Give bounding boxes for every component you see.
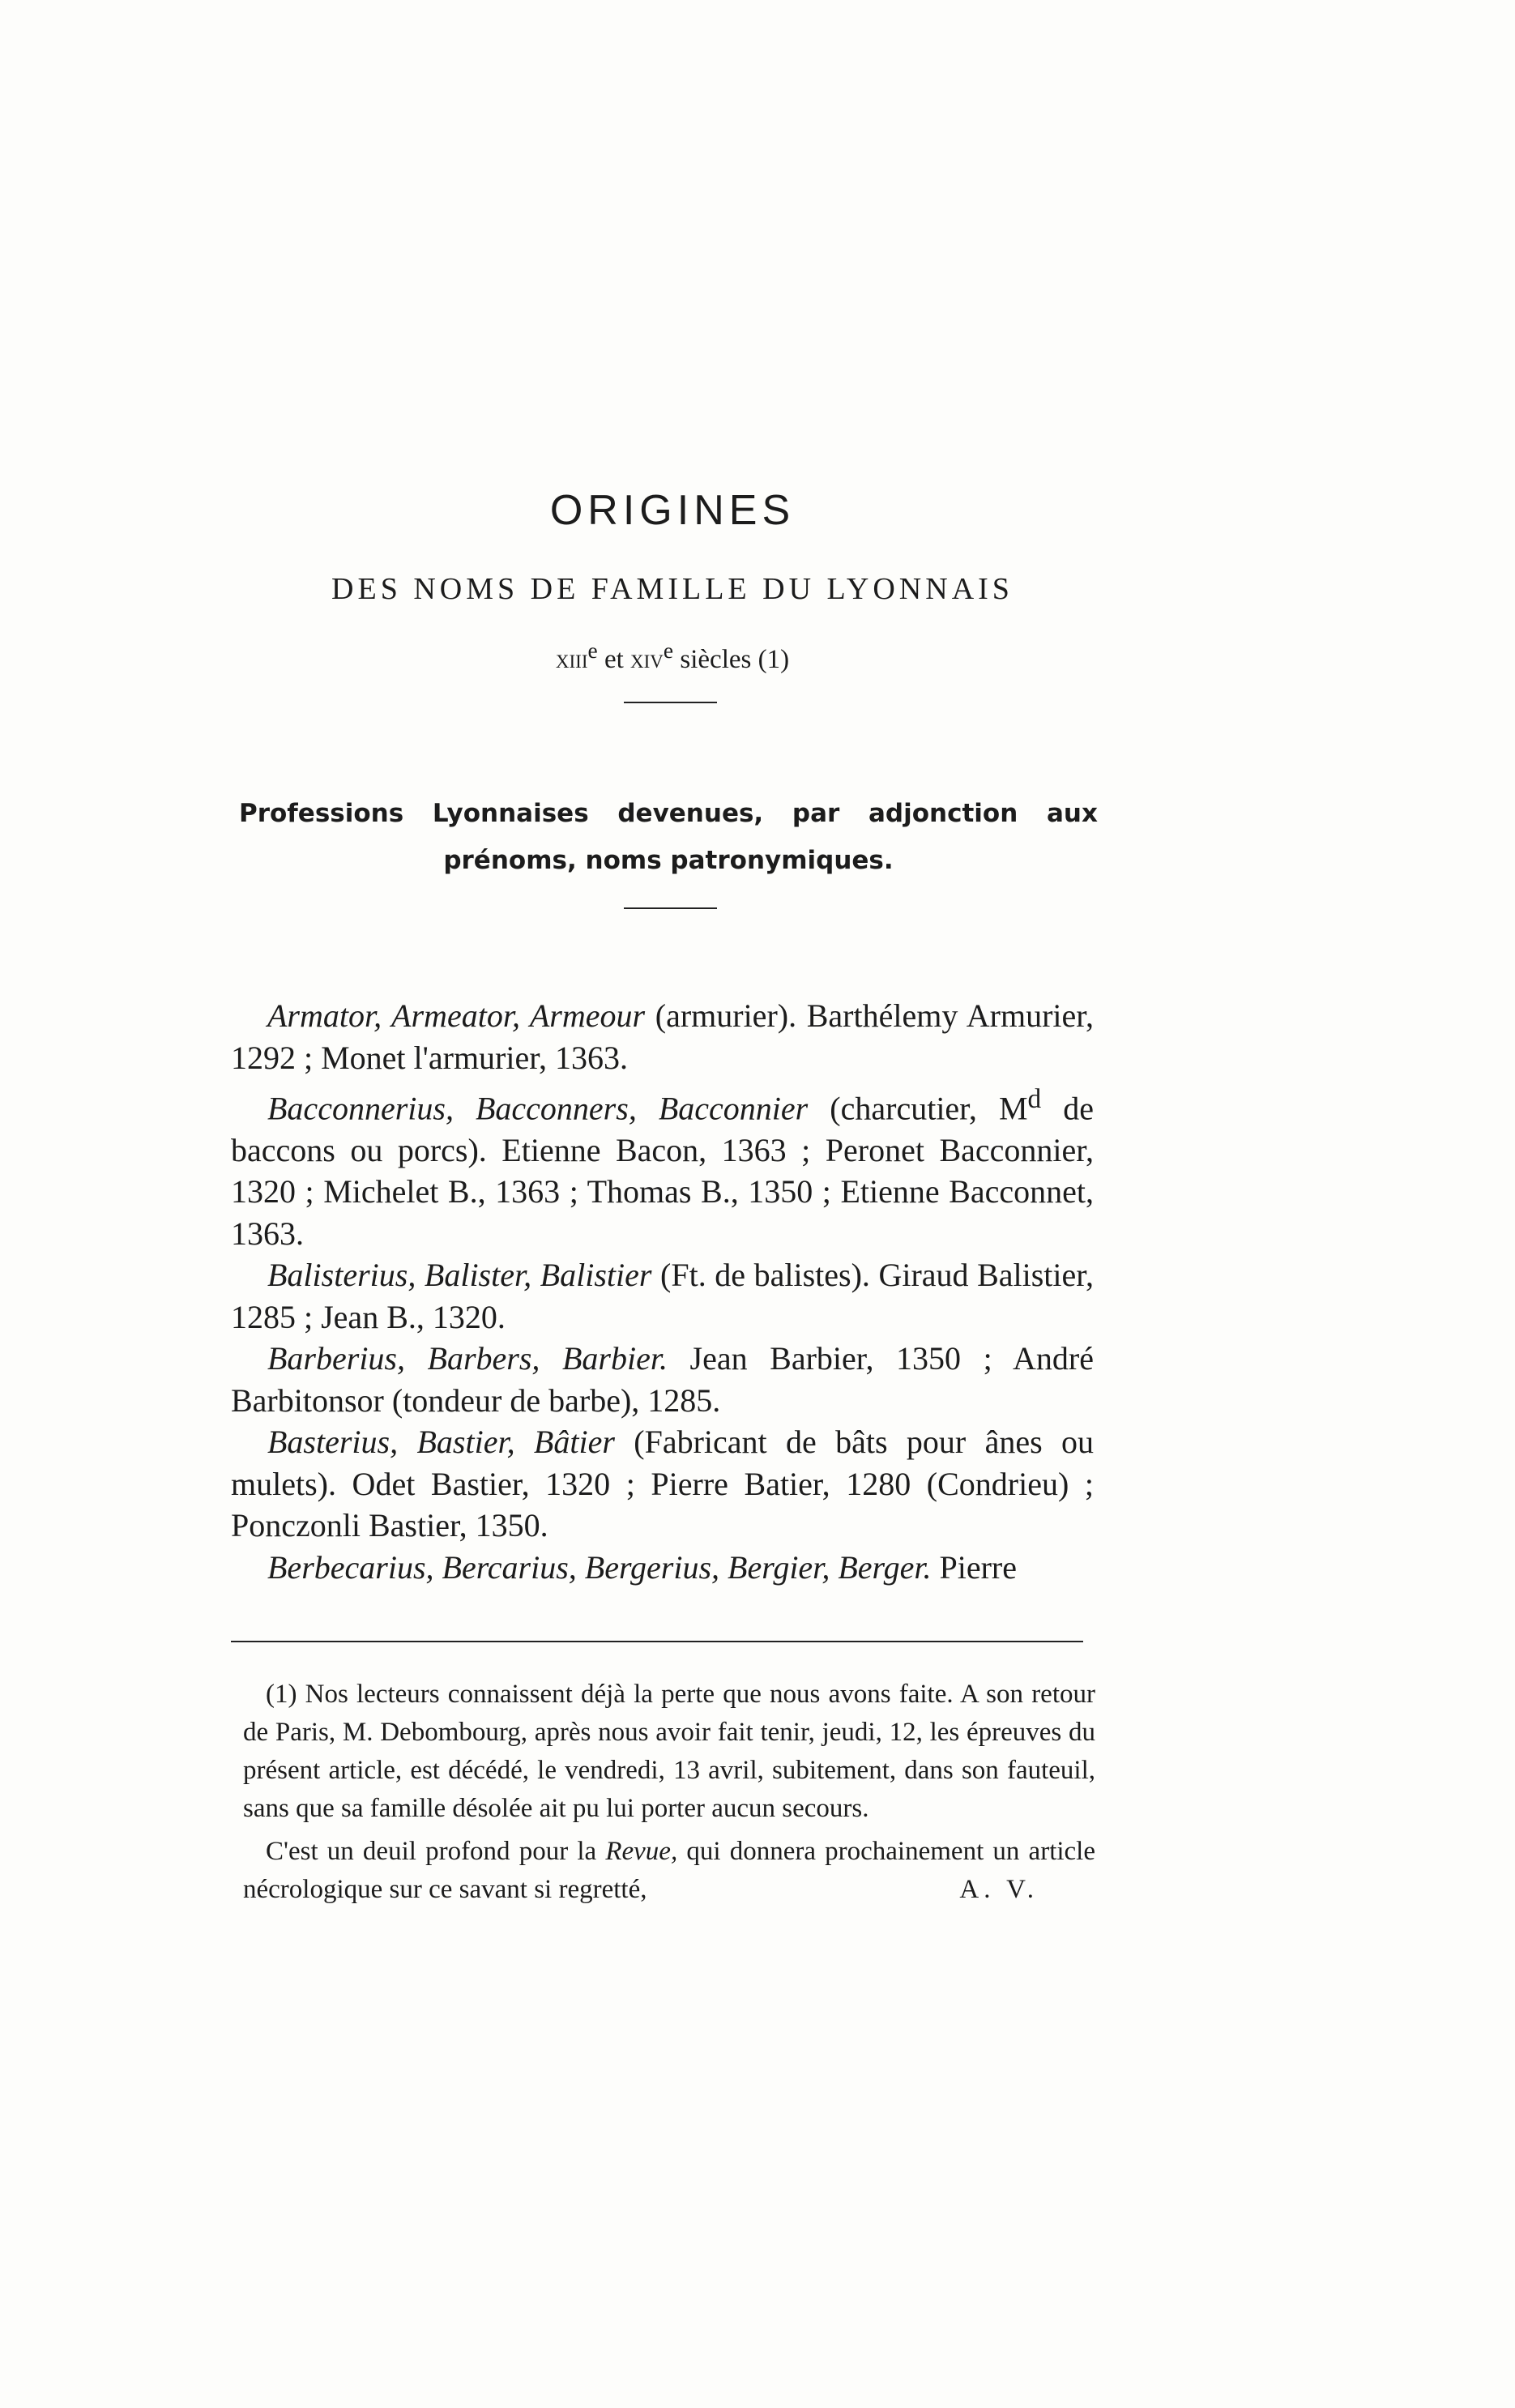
entry-superscript: d xyxy=(1027,1084,1042,1114)
title-divider xyxy=(624,702,717,703)
century-14: xiv xyxy=(630,645,664,674)
entry-terms: Armator, Armeator, Armeour xyxy=(267,997,646,1034)
entry-basterius xyxy=(231,1421,1094,1547)
entries-list xyxy=(231,995,1094,1588)
footnote-separator xyxy=(231,1641,1083,1642)
entry-terms: Barberius, Barbers, Barbier. xyxy=(267,1340,668,1377)
entry-text: Jean Barbier, 1350 ; André Barbitonsor (tondeur de barbe), 1285. xyxy=(231,1340,1094,1419)
entry-balisterius xyxy=(231,1254,1094,1338)
centuries-line xyxy=(0,638,1345,675)
entry-text: (charcutier, M xyxy=(808,1090,1028,1127)
page-title: ORIGINES xyxy=(549,487,796,534)
centuries-connector: et xyxy=(597,645,631,674)
century-13-suffix: e xyxy=(587,638,598,663)
footnote-2-journal: Revue, xyxy=(605,1837,678,1866)
entry-terms: Berbecarius, Bercarius, Bergerius, Bergier, Berger. xyxy=(267,1548,932,1586)
entry-barberius xyxy=(231,1338,1094,1421)
century-14-suffix: e xyxy=(663,638,674,663)
centuries-rest: siècles (1) xyxy=(673,645,790,674)
century-13: xiii xyxy=(555,645,588,674)
footnote-1: (1) Nos lecteurs connaissent déjà la perte que nous avons faite. A son retour de Paris, M. Debombourg, après nous avoir fait tenir, jeudi, 12, les épreuves du présent article, est décédé, le vendredi, 13 avril, subitement, dans son fauteuil, sans que sa famille désolée ait pu lui porter aucun secours. xyxy=(243,1680,1095,1823)
entry-text: (Fabricant de bâts pour ânes ou mulets). Odet Bastier, 1320 ; Pierre Batier, 1280 (Condrieu) ; Ponczonli Bastier, 1350. xyxy=(231,1424,1094,1544)
page-subtitle: DES NOMS DE FAMILLE DU LYONNAIS xyxy=(331,572,1014,606)
heading-divider xyxy=(624,907,717,909)
section-heading: Professions Lyonnaises devenues, par adjonction aux prénoms, noms patronymiques. xyxy=(239,799,1098,875)
footnotes xyxy=(243,1676,1095,1909)
entry-terms: Basterius, Bastier, Bâtier xyxy=(267,1424,615,1461)
entry-terms: Bacconnerius, Bacconners, Bacconnier xyxy=(267,1090,809,1127)
entry-bacconnerius xyxy=(231,1078,1094,1254)
entry-text: Pierre xyxy=(931,1548,1017,1586)
footnote-2 xyxy=(243,1833,1095,1909)
footnote-2-before: C'est un deuil profond pour la xyxy=(266,1837,606,1866)
entry-text-continued: de baccons ou porcs). Etienne Bacon, 1363 ; Peronet Bacconnier, 1320 ; Michelet B., 1363 ; Thomas B., 1350 ; Etienne Bacconnet, 1363. xyxy=(231,1090,1094,1252)
footnote-signature: A. V. xyxy=(959,1875,1039,1904)
entry-text: (armurier). Barthélemy Armurier, 1292 ; Monet l'armurier, 1363. xyxy=(231,997,1095,1076)
entry-armator xyxy=(231,995,1094,1078)
entry-text: (Ft. de balistes). Giraud Balistier, 1285 ; Jean B., 1320. xyxy=(231,1257,1095,1335)
entry-berbecarius xyxy=(231,1547,1094,1589)
entry-terms: Balisterius, Balister, Balistier xyxy=(267,1257,652,1294)
footnote-2-after: qui donnera prochainement un article nécrologique sur ce savant si regretté, xyxy=(243,1837,1095,1904)
